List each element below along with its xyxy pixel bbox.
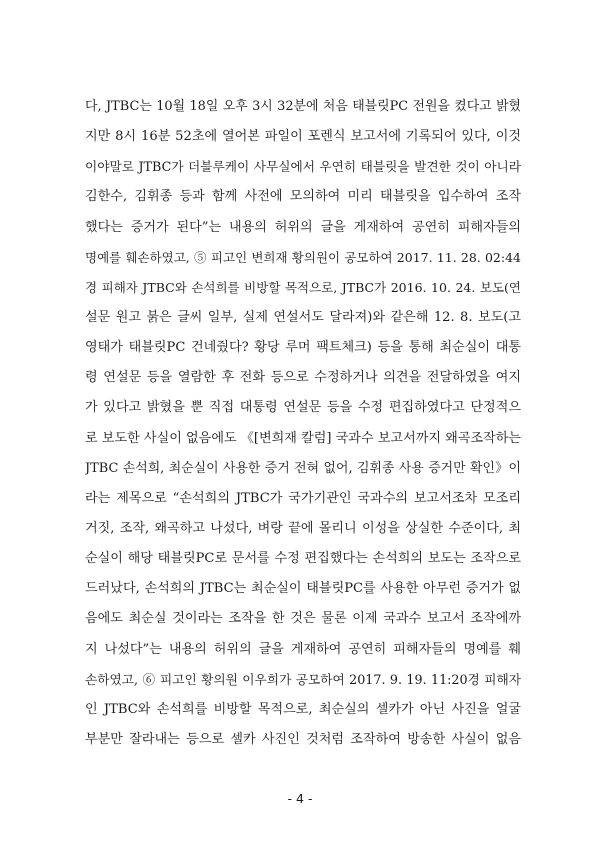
page-number: - 4 - (287, 791, 313, 806)
text-line: 설문 원고 붉은 글씨 일부, 실제 연설서도 달라져)와 같은해 12. 8. 보도(고 (85, 309, 521, 325)
text-line: 지 나섰다”는 내용의 허위의 글을 게재하여 공연히 피해자들의 명예를 훼 (85, 641, 521, 657)
text-line: 이야말로 JTBC가 더블루케이 사무실에서 우연히 태블릿을 발견한 것이 아니라 (85, 159, 521, 175)
text-line: 라는 제목으로 “손석희의 JTBC가 국가기관인 국과수의 보고서조차 모조리 (85, 490, 521, 506)
text-line: 인 JTBC와 손석희를 비방할 목적으로, 최순실의 셀카가 아닌 사진을 얼굴 (85, 701, 521, 717)
text-line: 손하였고, ⑥ 피고인 황의원 이우희가 공모하여 2017. 9. 19. 11:20경 피해자 (85, 671, 521, 687)
text-line: 가 있다고 밝혔을 뿐 직접 대통령 연설문 등을 수정 편집하였다고 단정적으 (85, 400, 521, 416)
text-line: 영태가 태블릿PC 건네줬다? 황당 루머 팩트체크) 등을 통해 최순실이 대통 (85, 340, 521, 356)
text-line: 지만 8시 16분 52초에 열어본 파일이 포렌식 보고서에 기록되어 있다, 이것 (85, 129, 521, 145)
text-line: 음에도 최순실 것이라는 조작을 한 것은 물론 이제 국과수 보고서 조작에까 (85, 611, 521, 627)
text-line: 거짓, 조작, 왜곡하고 나섰다, 벼랑 끝에 몰리니 이성을 상실한 수준이다, 최 (85, 520, 521, 536)
text-line: JTBC 손석희, 최순실이 사용한 증거 전혀 없어, 김휘종 사용 증거만 확인》이 (85, 460, 521, 476)
text-line: 김한수, 김휘종 등과 함께 사전에 모의하여 미리 태블릿을 입수하여 조작 (85, 189, 521, 205)
text-line: 했다는 증거가 된다”는 내용의 허위의 글을 게재하여 공연히 피해자들의 (85, 219, 521, 235)
text-line: 다, JTBC는 10월 18일 오후 3시 32분에 처음 태블릿PC 전원을 켰다고 밝혔 (85, 99, 521, 114)
text-line: 경 피해자 JTBC와 손석희를 비방할 목적으로, JTBC가 2016. 10. 24. 보도(연 (85, 279, 521, 295)
body-text (85, 92, 521, 755)
text-line: 순실이 해당 태블릿PC로 문서를 수정 편집했다는 손석희의 보도는 조작으로 (85, 551, 521, 567)
text-line: 부분만 잘라내는 등으로 셀카 사진인 것처럼 조작하여 방송한 사실이 없음 (85, 731, 521, 747)
text-line: 명예를 훼손하였고, ⑤ 피고인 변희재 황의원이 공모하여 2017. 11. 28. 02:44 (85, 249, 521, 265)
text-line: 드러났다, 손석희의 JTBC는 최순실이 태블릿PC를 사용한 아무런 증거가 없 (85, 581, 521, 597)
text-line: 로 보도한 사실이 없음에도 《[변희재 칼럼] 국과수 보고서까지 왜곡조작하는 (85, 430, 521, 446)
text-line: 령 연설문 등을 열람한 후 전화 등으로 수정하거나 의견을 전달하였을 여지 (85, 370, 521, 386)
